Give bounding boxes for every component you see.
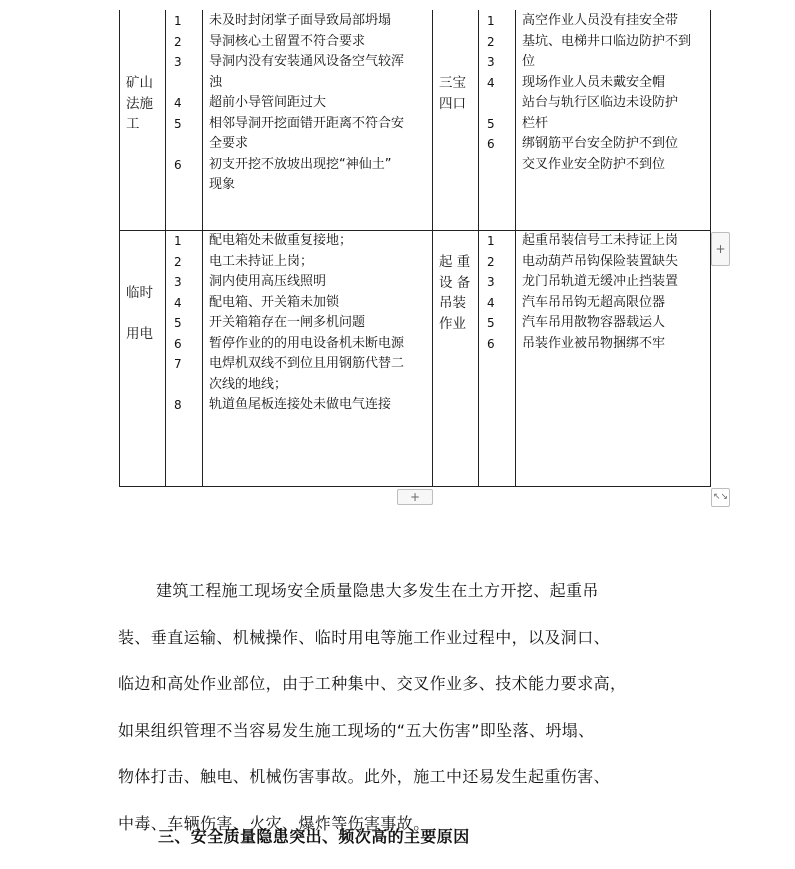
table-border-bottom [119, 486, 711, 487]
row2-left-category: 临时 用电 [126, 285, 153, 342]
row1-right-items: 高空作业人员没有挂安全带 基坑、电梯井口临边防护不到 位 现场作业人员未戴安全帽 站台与轨行区临边未设防护 栏杆 绑钢筋平台安全防护不到位 交叉作业安全防护不到位 [522, 13, 692, 172]
table-border-left [119, 10, 120, 487]
row2-right-items: 起重吊装信号工未持证上岗 电动葫芦吊钩保险装置缺失 龙门吊轨道无缓冲止挡装置 汽车吊吊钩无超高限位器 汽车吊用散物容器载运人 吊装作业被吊物捆绑不牢 [522, 233, 679, 351]
paragraph-line: 中毒、车辆伤害、火灾、爆炸等伤害事故。 [118, 813, 430, 833]
table-divider-4 [478, 10, 479, 487]
row1-right-category: 三宝 四口 [439, 75, 466, 112]
paragraph-line: 临边和高处作业部位，由于工种集中、交叉作业多、技术能力要求高， [118, 674, 627, 693]
body-paragraph [118, 568, 678, 847]
table-resize-handle[interactable]: ↖↘ [711, 488, 730, 507]
table-divider-5 [515, 10, 516, 487]
table-divider-1 [165, 10, 166, 487]
row1-left-category: 矿山 法施 工 [126, 75, 153, 132]
table-divider-2 [202, 10, 203, 487]
paragraph-line: 建筑工程施工现场安全质量隐患大多发生在土方开挖、起重吊 [156, 581, 599, 600]
row2-right-numbers: 1 2 3 4 5 6 [487, 234, 495, 351]
add-column-button[interactable]: + [711, 232, 730, 266]
paragraph-line: 物体打击、触电、机械伤害事故。此外，施工中还易发生起重伤害、 [118, 767, 611, 786]
add-row-button[interactable]: + [397, 489, 433, 505]
row1-left-numbers: 1 2 3 4 5 6 [174, 14, 182, 172]
paragraph-line: 装、垂直运输、机械操作、临时用电等施工作业过程中，以及洞口、 [118, 627, 611, 647]
row2-right-category: 起 重 设 备 吊装 作业 [439, 254, 471, 332]
row2-left-numbers: 1 2 3 4 5 6 7 8 [174, 234, 182, 412]
paragraph-line: 如果组织管理不当容易发生施工现场的“五大伤害”即坠落、坍塌、 [118, 720, 595, 740]
table-divider-3 [432, 10, 433, 487]
row1-left-items: 未及时封闭掌子面导致局部坍塌 导洞核心土留置不符合要求 导洞内没有安装通风设备空气较浑 浊 超前小导管间距过大 相邻导洞开挖面错开距离不符合安 全要求 初支开挖不放坡出现挖“神仙土” 现象 [209, 13, 405, 192]
row1-right-numbers: 1 2 3 4 5 6 [487, 14, 495, 151]
page-right-margin [787, 0, 795, 869]
section-heading: 三、安全质量隐患突出、频次高的主要原因 [158, 827, 470, 846]
row2-left-items: 配电箱处未做重复接地； 电工未持证上岗； 洞内使用高压线照明 配电箱、开关箱未加锁 开关箱箱存在一闸多机问题 暂停作业的的用电设备机未断电源 电焊机双线不到位且用钢筋代替二 次线的地线； 轨道鱼尾板连接处未做电气连接 [209, 233, 405, 412]
